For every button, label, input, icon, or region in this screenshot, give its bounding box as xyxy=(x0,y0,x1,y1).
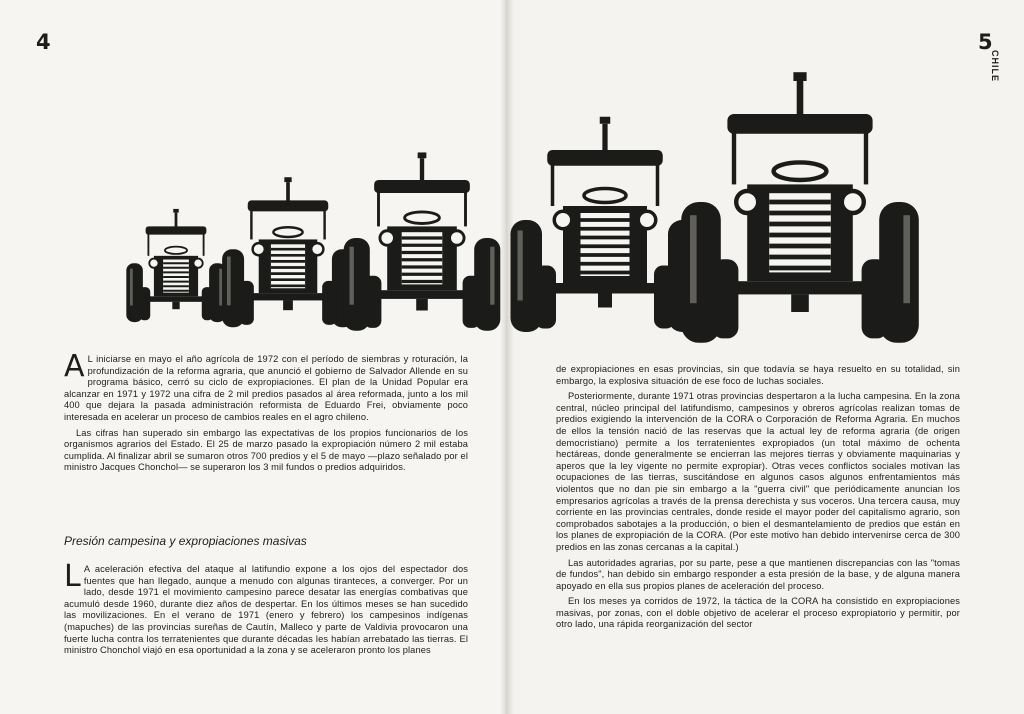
left-paragraph-1-text: L iniciarse en mayo el año agrícola de 1972 con el período de siembras y roturación, la profundización de la reforma agraria, que anunció el gobierno de Salvador Allende en su programa básico, cerró su ciclo de expropiaciones. El plan de la Unidad Popular era alcanzar en 1971 y 1972 una cifra de 2 mil predios pasados al área reformada, junto a los mil 400 que dejara la pasada administración reformista de Eduardo Frei, obviamente poco interesada en acelerar un proceso de cambios reales en el agro chileno. xyxy=(64,354,468,422)
left-paragraph-3-text: A aceleración efectiva del ataque al latifundio expone a los ojos del espectador dos fuentes que han llegado, aunque a menudo con algunas tiranteces, a converger. Por un lado, desde 1971 el movimiento campesino parece desatar las energías combativas que acumuló desde 1960, durante diez años de despertar. En los últimos meses se han sucedido las movilizaciones. En el verano de 1971 (enero y febrero) los campesinos indígenas (mapuches) de las provincias sureñas de Cautín, Malleco y parte de Valdivia provocaron una fuerte lucha contra los terratenientes que durante décadas les habían arrebatado las tierras. El ministro Chonchol viajó en esa oportunidad a la zona y se aceleraron pronto los planes xyxy=(64,564,468,656)
left-section-text xyxy=(64,559,468,657)
left-paragraph-3 xyxy=(64,559,468,657)
drop-cap-l: L xyxy=(64,559,81,594)
left-intro-text xyxy=(64,349,468,474)
right-paragraph-1: de expropiaciones en esas provincias, sin que todavía se haya resuelto en su totalidad, sin embargo, la explosiva situación de ese foco de luchas sociales. xyxy=(556,364,960,386)
page-number-right: 5 xyxy=(978,30,992,54)
section-heading: Presión campesina y expropiaciones masivas xyxy=(64,534,307,548)
tractor-3 xyxy=(344,152,501,330)
right-paragraph-3: Las autoridades agrarias, por su parte, pese a que mantienen discrepancias con las "tomas de fundos", han debido sin embargo responder a esta presión de la base, y de alguna manera apoyado en ella sus propios planes de aceleración del proceso. xyxy=(556,557,960,591)
tractor-5 xyxy=(681,72,919,343)
left-paragraph-1 xyxy=(64,349,468,424)
right-paragraph-4: En los meses ya corridos de 1972, la táctica de la CORA ha consistido en expropiaciones masivas, por zonas, con el doble objetivo de acelerar el proceso expropiatorio y permitir, por otro lado, una rápida reorganización del sector xyxy=(556,596,960,630)
right-page-text xyxy=(556,364,960,631)
right-paragraph-2: Posteriormente, durante 1971 otras provincias despertaron a la lucha campesina. En la zona central, núcleo principal del latifundismo, campesinos y obreros agrícolas realizan tomas de predios exigiendo la intervención de la CORA o Corporación de Reforma Agraria. En muchos de ellos la tensión nació de las reservas que la actual ley de reforma agraria (de origen democristiano) permite a los terratenientes expropiados (un total máximo de ochenta hectáreas, donde generalmente se encierran las mejores tierras y obviamente maquinarias y aperos que la ley vigente no permite expropiar). Otras veces conflictos sociales motivan las ocupaciones de las tierras, suscitándose en algunos casos algunos enfrentamientos más violentos que no dan pie sin embargo a la "guerra civil" que periódicamente anuncian los empresarios agrícolas a través de la prensa derechista y sus voceros. Una tercera causa, muy corriente en las provincias centrales, donde reside el mayor poder del capitalismo agrario, son comprobados sabotajes a la producción, o bien el desmantelamiento de predios que están en los planes de expropiación de la CORA. (Por este motivo han debido intervenirse cerca de 300 predios en las zonas cercanas a la capital.) xyxy=(556,391,960,552)
left-paragraph-2: Las cifras han superado sin embargo las expectativas de los propios funcionarios de los organismos agrarios del Estado. El 25 de marzo pasado la expropiación número 2 mil estaba cumplida. Al finalizar abril se sumaron otros 700 predios y el 5 de mayo —plazo señalado por el ministro Jacques Chonchol— se superaron los 3 mil fundos o predios adquiridos. xyxy=(64,427,468,473)
tractor-1 xyxy=(126,209,225,322)
drop-cap-a: A xyxy=(64,349,85,384)
running-head: CHILE xyxy=(990,50,1000,82)
tractor-2 xyxy=(222,177,354,327)
page-number-left: 4 xyxy=(36,30,50,54)
tractor-4 xyxy=(511,117,700,332)
tractor-illustration xyxy=(0,0,1024,345)
